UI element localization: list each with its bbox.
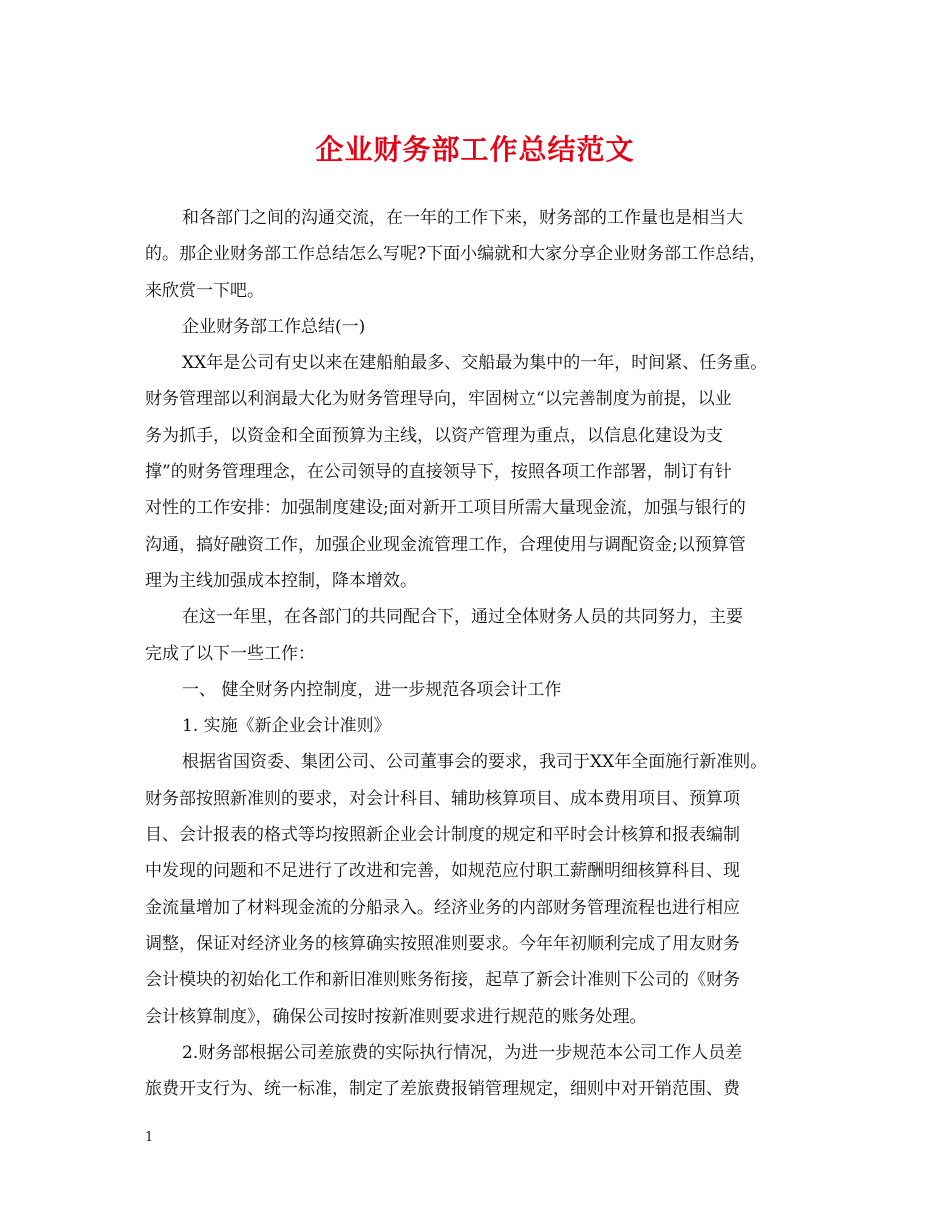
body-line: 的。那企业财务部工作总结怎么写呢?下面小编就和大家分享企业财务部工作总结， [145, 244, 767, 265]
body-line: 根据省国资委、集团公司、公司董事会的要求，我司于XX年全面施行新准则。 [182, 752, 768, 773]
body-line: 对性的工作安排：加强制度建设;面对新开工项目所需大量现金流，加强与银行的 [145, 498, 746, 519]
body-line: 1. 实施《新企业会计准则》 [182, 716, 391, 737]
body-line: 完成了以下一些工作： [145, 643, 315, 664]
body-line: 会计核算制度》，确保公司按时按新准则要求进行规范的账务处理。 [145, 1006, 647, 1027]
body-line: 财务部按照新准则的要求，对会计科目、辅助核算项目、成本费用项目、预算项 [145, 788, 740, 809]
body-line: 理为主线加强成本控制，降本增效。 [145, 570, 417, 591]
page-number: 1 [145, 1130, 154, 1145]
body-line: 2.财务部根据公司差旅费的实际执行情况，为进一步规范本公司工作人员差 [182, 1042, 743, 1063]
document-title: 企业财务部工作总结范文 [315, 133, 635, 166]
body-line: 旅费开支行为、统一标准，制定了差旅费报销管理规定，细则中对开销范围、费 [145, 1079, 740, 1100]
document-body [145, 200, 810, 1107]
body-line: 来欣赏一下吧。 [145, 280, 264, 301]
body-line: 撑”的财务管理理念，在公司领导的直接领导下，按照各项工作部署，制订有针 [145, 462, 732, 483]
body-line: 在这一年里，在各部门的共同配合下，通过全体财务人员的共同努力，主要 [182, 607, 743, 628]
body-line: 务为抓手，以资金和全面预算为主线，以资产管理为重点，以信息化建设为支 [145, 425, 723, 446]
body-line: 一、 健全财务内控制度，进一步规范各项会计工作 [182, 679, 562, 700]
body-line: 调整，保证对经济业务的核算确实按照准则要求。今年年初顺利完成了用友财务 [145, 933, 740, 954]
body-line: 沟通，搞好融资工作，加强企业现金流管理工作，合理使用与调配资金;以预算管 [145, 534, 746, 555]
body-line: 会计模块的初始化工作和新旧准则账务衔接，起草了新会计准则下公司的《财务 [145, 970, 740, 991]
body-line: 企业财务部工作总结(一) [182, 316, 366, 337]
body-line: 财务管理部以利润最大化为财务管理导向，牢固树立“以完善制度为前提，以业 [145, 389, 732, 410]
body-line: 金流量增加了材料现金流的分船录入。经济业务的内部财务管理流程也进行相应 [145, 897, 740, 918]
body-line: 中发现的问题和不足进行了改进和完善，如规范应付职工薪酬明细核算科目、现 [145, 861, 740, 882]
body-line: 和各部门之间的沟通交流，在一年的工作下来，财务部的工作量也是相当大 [182, 208, 743, 228]
body-line: 目、会计报表的格式等均按照新企业会计制度的规定和平时会计核算和报表编制 [145, 825, 740, 846]
body-line: XX年是公司有史以来在建船舶最多、交船最为集中的一年，时间紧、任务重。 [182, 353, 768, 374]
